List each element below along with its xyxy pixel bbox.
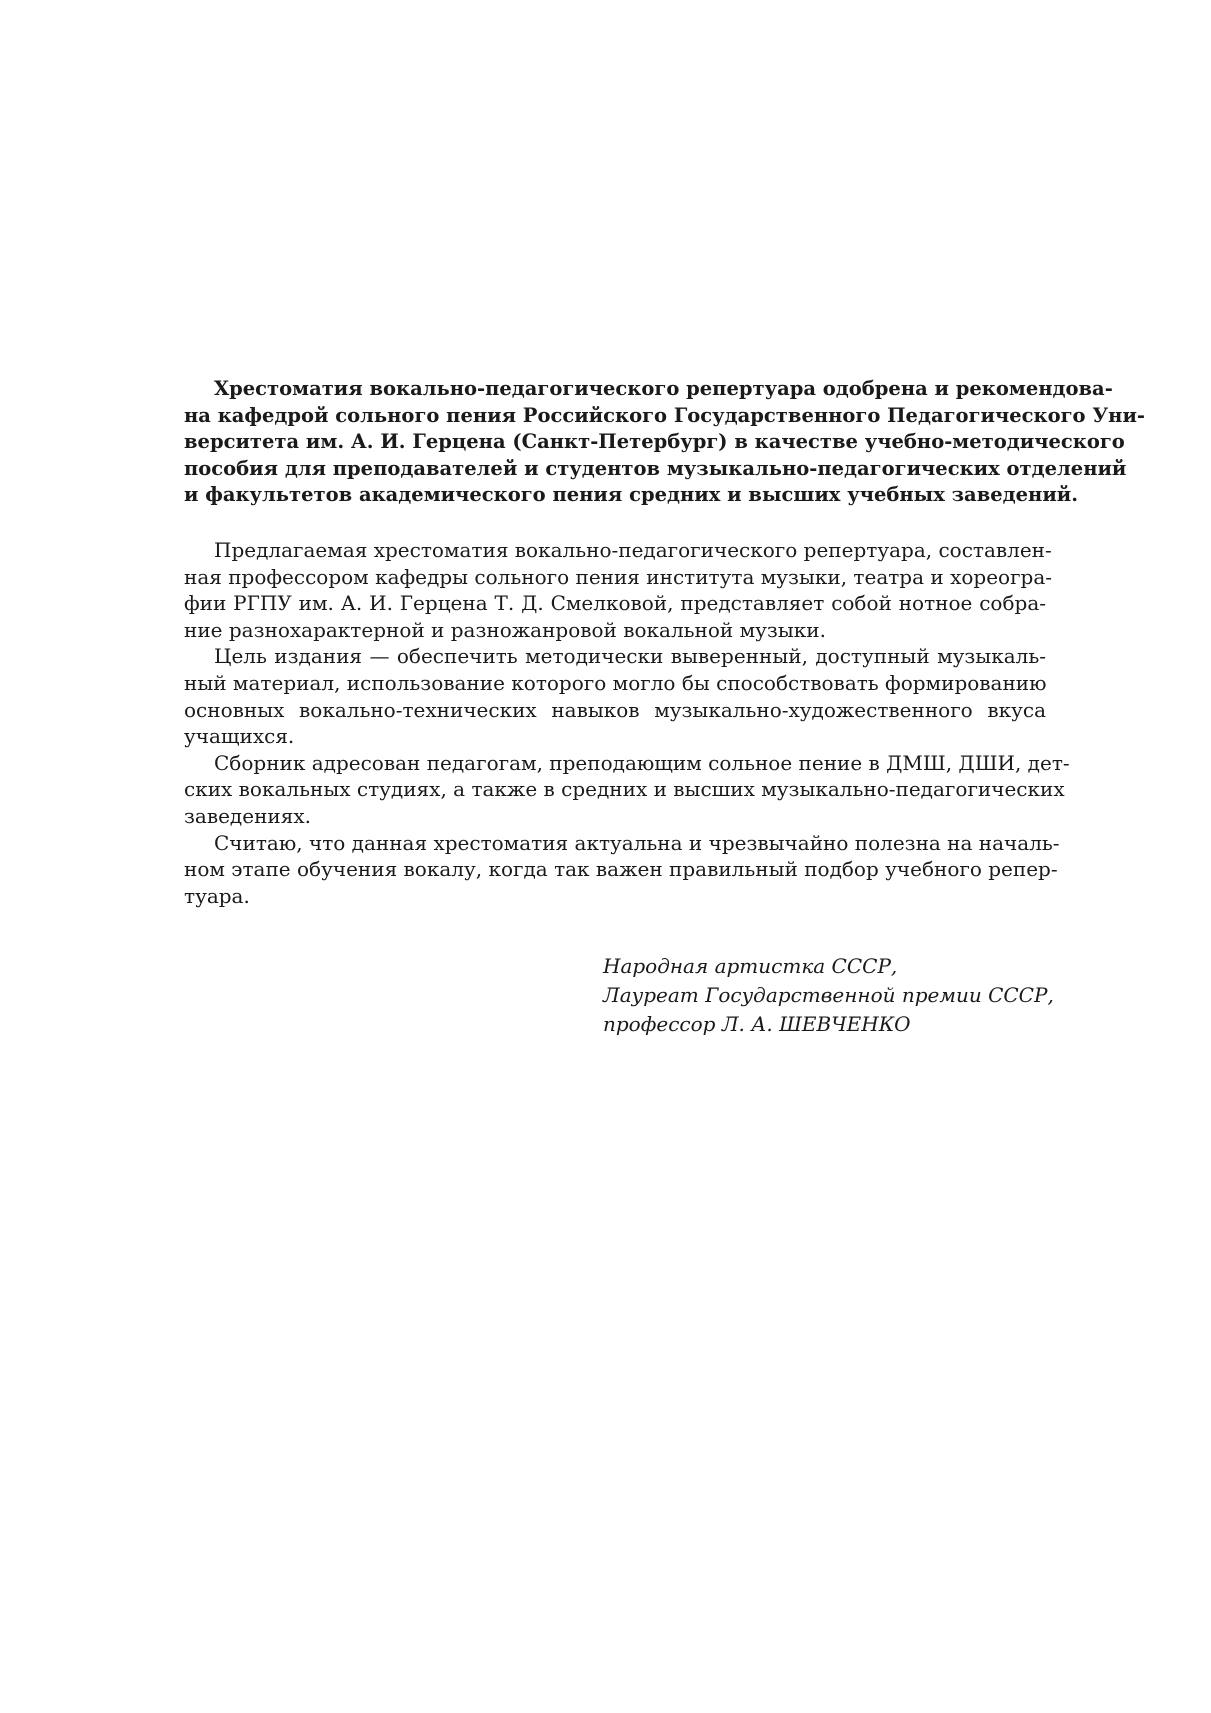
signature-block (603, 952, 1054, 1039)
body-line: Предлагаемая хрестоматия вокально-педагогического репертуара, составлен- (214, 537, 1052, 562)
body-line: Сборник адресован педагогам, преподающим сольное пение в ДМШ, ДШИ, дет- (214, 750, 1070, 775)
body-line: заведениях. (184, 803, 311, 828)
intro-paragraph (184, 376, 1146, 509)
body-line: ный материал, использование которого могло бы способствовать формированию (184, 670, 1047, 695)
signature-line: Лауреат Государственной премии СССР, (603, 983, 1054, 1007)
body-line: туара. (184, 883, 250, 908)
signature-line: профессор Л. А. ШЕВЧЕНКО (603, 1012, 911, 1036)
intro-line: верситета им. А. И. Герцена (Санкт-Петербург) в качестве учебно-методического (184, 430, 1125, 454)
body-line: ских вокальных студиях, а также в средних и высших музыкально-педагогических (184, 777, 1065, 802)
body-paragraph (184, 537, 1053, 643)
body-line: учащихся. (184, 724, 295, 749)
intro-line: и факультетов академического пения средних и высших учебных заведений. (184, 483, 1079, 507)
body-line: ном этапе обучения вокалу, когда так важен правильный подбор учебного репер- (184, 857, 1058, 882)
intro-line: Хрестоматия вокально-педагогического репертуара одобрена и рекомендова- (214, 377, 1113, 400)
body-paragraph (184, 643, 1046, 749)
text-block (184, 376, 1146, 909)
intro-line: пособия для преподавателей и студентов музыкально-педагогических отделений (184, 456, 1127, 480)
body-line: ние разнохарактерной и разножанровой вокальной музыки. (184, 617, 826, 642)
signature-line: Народная артистка СССР, (603, 954, 898, 978)
body-line: фии РГПУ им. А. И. Герцена Т. Д. Смелковой, представляет собой нотное собра- (184, 591, 1046, 616)
body-section (184, 537, 1070, 909)
intro-line: на кафедрой сольного пения Российского Государственного Педагогического Уни- (184, 403, 1146, 427)
body-paragraph (184, 830, 1060, 910)
body-line: ная профессором кафедры сольного пения института музыки, театра и хореогра- (184, 564, 1053, 589)
body-line: Считаю, что данная хрестоматия актуальна и чрезвычайно полезна на началь- (214, 830, 1060, 855)
body-line: основных вокально-технических навыков музыкально-художественного вкуса (184, 697, 1046, 722)
body-line: Цель издания — обеспечить методически выверенный, доступный музыкаль- (214, 644, 1046, 669)
body-paragraph (184, 750, 1070, 830)
